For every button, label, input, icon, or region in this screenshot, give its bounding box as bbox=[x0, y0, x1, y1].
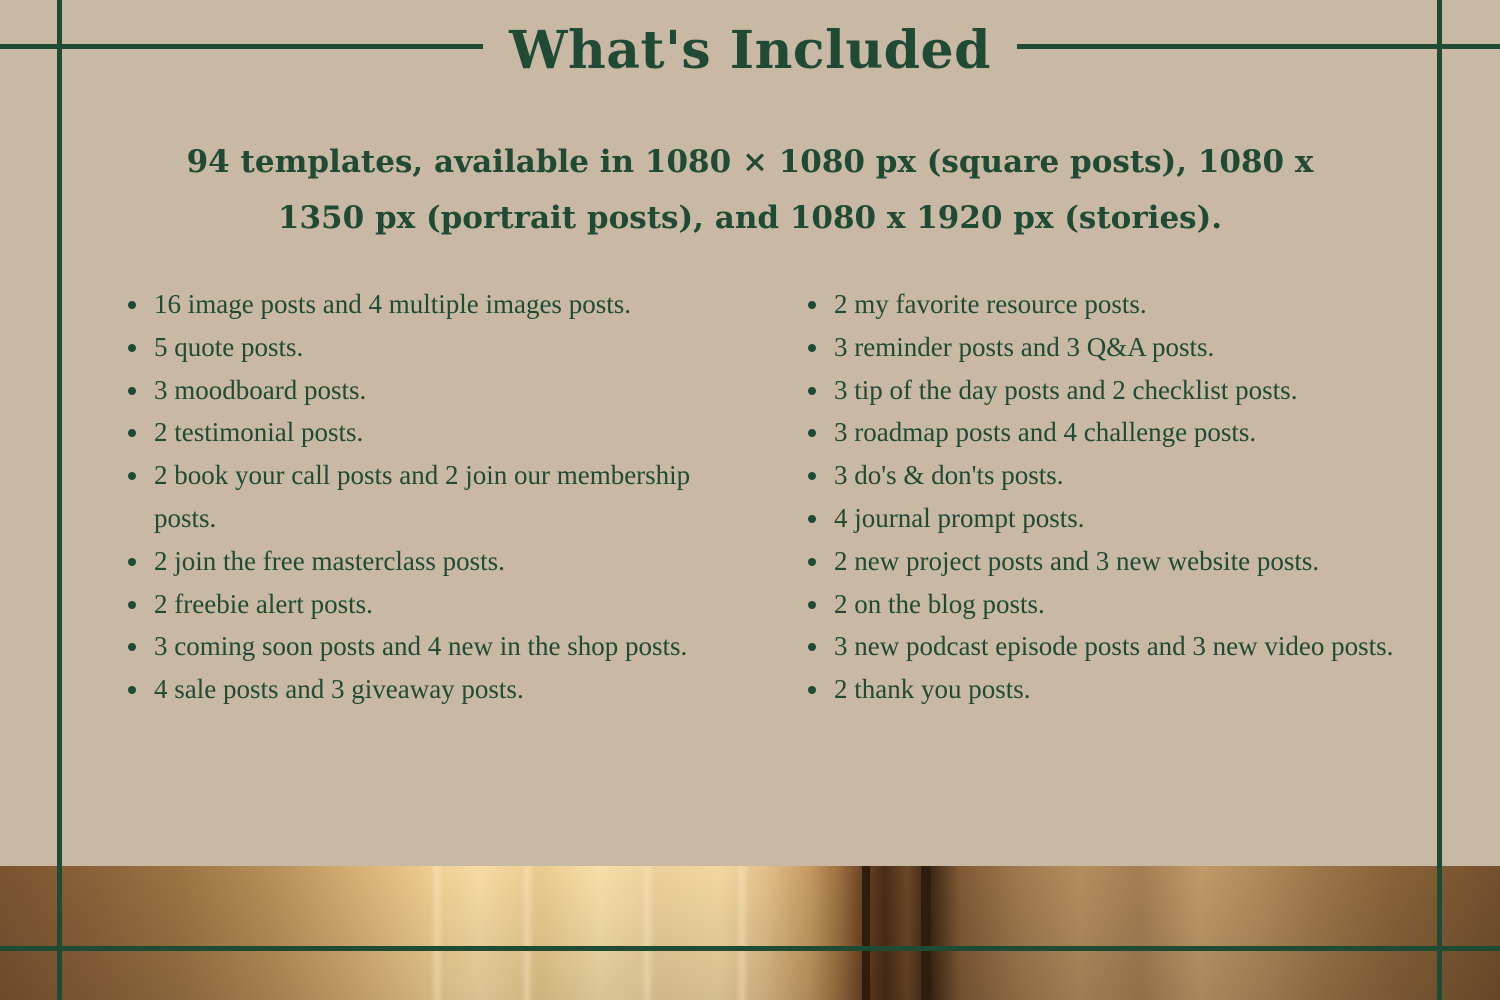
window-curtain-photo bbox=[0, 866, 1500, 1000]
curtain-highlight bbox=[640, 866, 654, 1000]
bullet bbox=[808, 515, 816, 523]
bullet bbox=[128, 558, 136, 566]
curtain-highlight bbox=[430, 866, 444, 1000]
bullet bbox=[808, 558, 816, 566]
included-list-right bbox=[808, 283, 1448, 711]
list-item bbox=[128, 454, 728, 540]
list-item-text: 3 tip of the day posts and 2 checklist posts. bbox=[834, 374, 1298, 405]
list-item bbox=[808, 583, 1448, 626]
list-item bbox=[808, 625, 1448, 668]
bullet bbox=[128, 686, 136, 694]
page-title: What's Included bbox=[509, 20, 991, 81]
list-item-text: 3 coming soon posts and 4 new in the shop posts. bbox=[154, 631, 688, 662]
bullet bbox=[128, 601, 136, 609]
bullet bbox=[808, 643, 816, 651]
list-item bbox=[128, 583, 728, 626]
list-item bbox=[128, 668, 728, 711]
list-item-text: 2 testimonial posts. bbox=[154, 417, 364, 448]
list-item-text: 4 sale posts and 3 giveaway posts. bbox=[154, 674, 524, 705]
bullet bbox=[808, 344, 816, 352]
list-item-text: 3 new podcast episode posts and 3 new video posts. bbox=[834, 631, 1394, 662]
frame-line-bottom bbox=[0, 946, 1500, 951]
curtain-highlight bbox=[520, 866, 534, 1000]
window-frame bbox=[862, 866, 870, 1000]
frame-line-left bbox=[57, 0, 62, 1000]
bullet bbox=[128, 472, 136, 480]
list-item bbox=[808, 497, 1448, 540]
list-item bbox=[808, 326, 1448, 369]
list-item-text: 2 freebie alert posts. bbox=[154, 588, 373, 619]
bullet bbox=[808, 429, 816, 437]
list-item-text: 2 my favorite resource posts. bbox=[834, 289, 1147, 319]
list-item-text: 4 journal prompt posts. bbox=[834, 502, 1085, 533]
bullet bbox=[128, 429, 136, 437]
list-item bbox=[128, 369, 728, 412]
list-item-text: 16 image posts and 4 multiple images posts. bbox=[154, 289, 631, 319]
list-item-text: 3 do's & don'ts posts. bbox=[834, 460, 1064, 491]
bullet bbox=[808, 472, 816, 480]
list-item bbox=[128, 540, 728, 583]
list-item-text: 3 roadmap posts and 4 challenge posts. bbox=[834, 417, 1257, 448]
bullet bbox=[808, 301, 816, 309]
templates-summary: 94 templates, available in 1080 × 1080 px (square posts), 1080 x 1350 px (portrait posts), and 1080 x 1920 px (stories). bbox=[186, 144, 1314, 236]
list-item bbox=[128, 625, 728, 668]
list-item bbox=[808, 283, 1448, 326]
bullet bbox=[808, 686, 816, 694]
bullet bbox=[808, 601, 816, 609]
curtain-highlight bbox=[735, 866, 749, 1000]
list-item bbox=[808, 668, 1448, 711]
list-item-text: 3 moodboard posts. bbox=[154, 374, 367, 405]
list-item-text: 2 on the blog posts. bbox=[834, 588, 1045, 619]
list-item-text: 2 book your call posts and 2 join our membership posts. bbox=[154, 460, 691, 533]
bullet bbox=[128, 643, 136, 651]
bullet bbox=[128, 387, 136, 395]
list-item-text: 2 join the free masterclass posts. bbox=[154, 545, 505, 576]
bullet bbox=[808, 387, 816, 395]
list-item-text: 3 reminder posts and 3 Q&A posts. bbox=[834, 331, 1215, 362]
list-item bbox=[808, 454, 1448, 497]
bullet bbox=[128, 301, 136, 309]
list-item bbox=[808, 411, 1448, 454]
list-item bbox=[128, 411, 728, 454]
list-item bbox=[128, 283, 728, 326]
list-item-text: 2 thank you posts. bbox=[834, 674, 1031, 705]
window-frame bbox=[921, 866, 931, 1000]
list-item bbox=[808, 369, 1448, 412]
list-item bbox=[128, 326, 728, 369]
bullet bbox=[128, 344, 136, 352]
list-item-text: 2 new project posts and 3 new website posts. bbox=[834, 545, 1320, 576]
included-list-left bbox=[128, 283, 728, 711]
list-item-text: 5 quote posts. bbox=[154, 331, 304, 362]
list-item bbox=[808, 540, 1448, 583]
